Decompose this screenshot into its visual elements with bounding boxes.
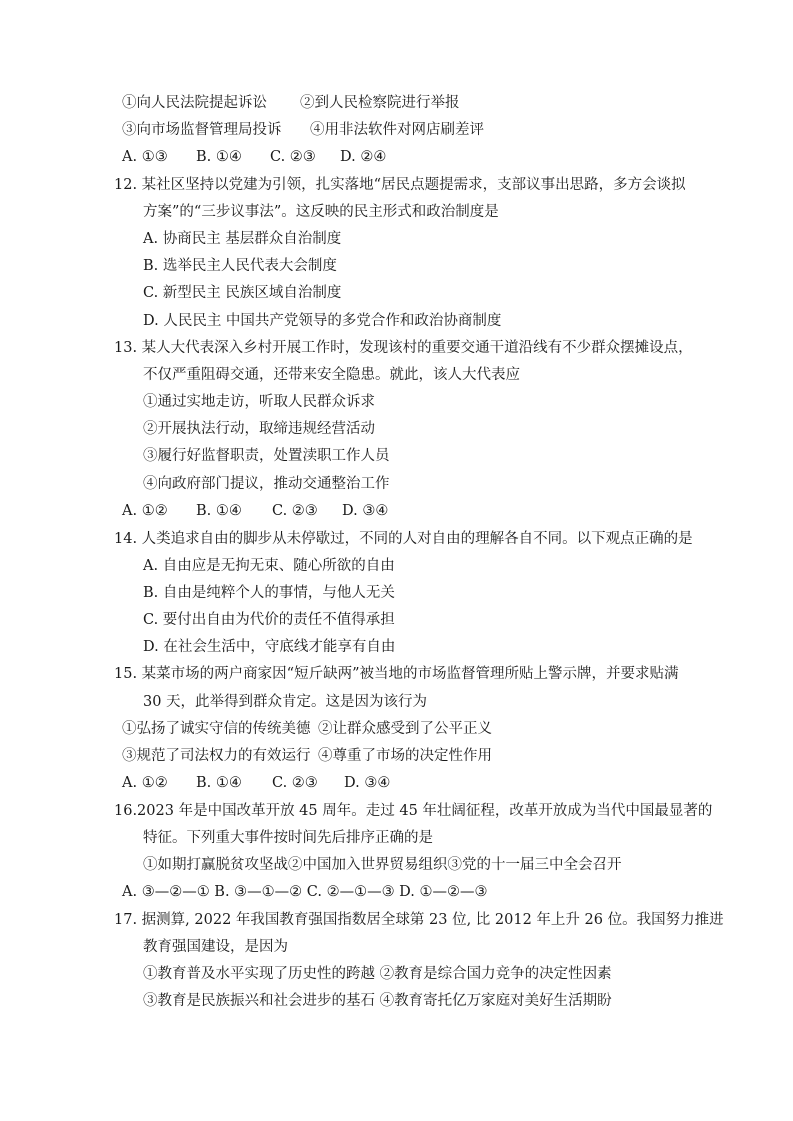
q16-stem-line1: 16.2023 年是中国改革开放 45 周年。走过 45 年壮阔征程，改革开放成为当代中国最显著的 xyxy=(114,803,713,819)
q11-item-1: ①向人民法院提起诉讼 xyxy=(122,95,267,111)
q15-options xyxy=(122,773,390,793)
q16-items: ①如期打赢脱贫攻坚战②中国加入世界贸易组织③党的十一届三中全会召开 xyxy=(143,857,622,873)
q12-option-b[interactable]: B. 选举民主人民代表大会制度 xyxy=(143,258,337,274)
q14-option-d[interactable]: D. 在社会生活中，守底线才能享有自由 xyxy=(143,639,396,655)
q17-items-line1: ①教育普及水平实现了历史性的跨越 ②教育是综合国力竞争的决定性因素 xyxy=(143,966,612,982)
q11-option-a[interactable]: A. ①③ xyxy=(122,149,168,165)
q11-option-d[interactable]: D. ②④ xyxy=(340,149,387,165)
q13-option-d[interactable]: D. ③④ xyxy=(342,503,389,519)
q15-option-a[interactable]: A. ①② xyxy=(122,775,168,791)
q11-item-2: ②到人民检察院进行举报 xyxy=(300,95,460,111)
q13-item-4: ④向政府部门提议，推动交通整治工作 xyxy=(143,476,390,492)
q15-stem-line1: 15. 某菜市场的两户商家因“短斤缺两”被当地的市场监督管理所贴上警示牌，并要求贴满 xyxy=(114,666,679,682)
q17-stem-line1: 17. 据测算, 2022 年我国教育强国指数居全球第 23 位, 比 2012 年上升 26 位。我国努力推进 xyxy=(114,912,724,928)
q14-option-a[interactable]: A. 自由应是无拘无束、随心所欲的自由 xyxy=(143,558,395,574)
q15-stem-line2: 30 天，此举得到群众肯定。这是因为该行为 xyxy=(143,694,428,710)
q13-stem-line1: 13. 某人大代表深入乡村开展工作时，发现该村的重要交通干道沿线有不少群众摆摊设点， xyxy=(114,340,693,356)
q15-item-3: ③规范了司法权力的有效运行 xyxy=(122,748,311,764)
q13-item-2: ②开展执法行动，取缔违规经营活动 xyxy=(143,421,375,437)
q11-item-4: ④用非法软件对网店刷差评 xyxy=(310,122,484,138)
q13-options xyxy=(122,501,388,521)
q12-stem-line1: 12. 某社区坚持以党建为引领，扎实落地“居民点题提需求，支部议事出思路，多方会谈拟 xyxy=(114,177,686,193)
q13-stem-line2: 不仅严重阻碍交通，还带来安全隐患。就此，该人大代表应 xyxy=(143,367,520,383)
q13-item-3: ③履行好监督职责，处置渎职工作人员 xyxy=(143,448,390,464)
q14-stem-line1: 14. 人类追求自由的脚步从未停歇过，不同的人对自由的理解各自不同。以下观点正确的是 xyxy=(114,531,693,547)
q13-option-c[interactable]: C. ②③ xyxy=(272,503,318,519)
q12-option-d[interactable]: D. 人民民主 中国共产党领导的多党合作和政治协商制度 xyxy=(143,313,502,329)
q11-options xyxy=(122,147,386,167)
q11-option-b[interactable]: B. ①④ xyxy=(196,149,242,165)
q15-option-d[interactable]: D. ③④ xyxy=(344,775,391,791)
q12-option-a[interactable]: A. 协商民主 基层群众自治制度 xyxy=(143,231,342,247)
q14-option-b[interactable]: B. 自由是纯粹个人的事情，与他人无关 xyxy=(143,585,395,601)
q15-item-2: ②让群众感受到了公平正义 xyxy=(318,721,492,737)
q17-items-line2: ③教育是民族振兴和社会进步的基石 ④教育寄托亿万家庭对美好生活期盼 xyxy=(143,993,612,1009)
q15-option-b[interactable]: B. ①④ xyxy=(196,775,242,791)
q12-option-c[interactable]: C. 新型民主 民族区域自治制度 xyxy=(143,285,342,301)
q15-item-1: ①弘扬了诚实守信的传统美德 xyxy=(122,721,311,737)
q15-option-c[interactable]: C. ②③ xyxy=(272,775,318,791)
q16-stem-line2: 特征。下列重大事件按时间先后排序正确的是 xyxy=(143,830,433,846)
q14-option-c[interactable]: C. 要付出自由为代价的责任不值得承担 xyxy=(143,612,395,628)
q12-stem-line2: 方案”的“三步议事法”。这反映的民主形式和政治制度是 xyxy=(143,204,499,220)
q11-option-c[interactable]: C. ②③ xyxy=(270,149,316,165)
q15-item-4: ④尊重了市场的决定性作用 xyxy=(318,748,492,764)
q17-stem-line2: 教育强国建设，是因为 xyxy=(143,939,288,955)
q16-options[interactable]: A. ③—②—① B. ③—①—② C. ②—①—③ D. ①—②—③ xyxy=(122,884,488,900)
q13-item-1: ①通过实地走访，听取人民群众诉求 xyxy=(143,394,375,410)
q13-option-b[interactable]: B. ①④ xyxy=(196,503,242,519)
q11-item-3: ③向市场监督管理局投诉 xyxy=(122,122,282,138)
q13-option-a[interactable]: A. ①② xyxy=(122,503,168,519)
